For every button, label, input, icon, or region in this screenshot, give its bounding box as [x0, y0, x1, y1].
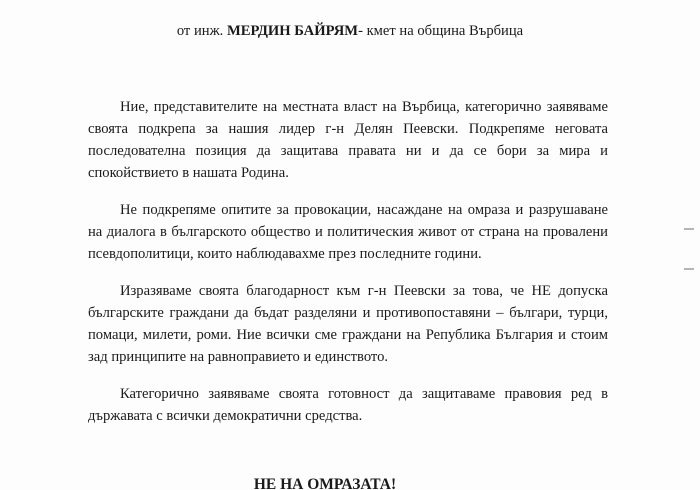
paragraph-support: Ние, представителите на местната власт на Върбица, категорично заявяваме своята подкрепа за нашия лидер г-н Делян Пеевски. Подкрепяме неговата последователна позиция да защитава правата ни и да се бори за мира и спокойствието в нашата Родина. [88, 99, 608, 181]
letter-body [88, 96, 608, 442]
closing-slogan: НЕ НА ОМРАЗАТА! [253, 476, 397, 490]
author-prefix: от инж. [176, 23, 227, 39]
scan-edge-mark [684, 228, 694, 230]
author-line [0, 20, 700, 42]
scan-edge-mark [684, 268, 694, 270]
author-title: - кмет на община Върбица [358, 23, 524, 39]
author-name: МЕРДИН БАЙРЯМ [226, 23, 359, 39]
paragraph-readiness: Категорично заявяваме своята готовност да защитаваме правовия ред в държавата с всички демократични средства. [88, 386, 608, 424]
paragraph-no-provocations: Не подкрепяме опитите за провокации, насаждане на омраза и разрушаване на диалога в българското общество и политическия живот от страна на провалени псевдополитици, които наблюдавахме през последните години. [88, 202, 608, 262]
paragraph-gratitude: Изразяваме своята благодарност към г-н Пеевски за това, че НЕ допуска българските граждани да бъдат разделяни и противопоставяни – българи, турци, помаци, милети, роми. Ние всички сме граждани на Република България и стоим зад принципите на равноправието и единството. [88, 283, 608, 365]
